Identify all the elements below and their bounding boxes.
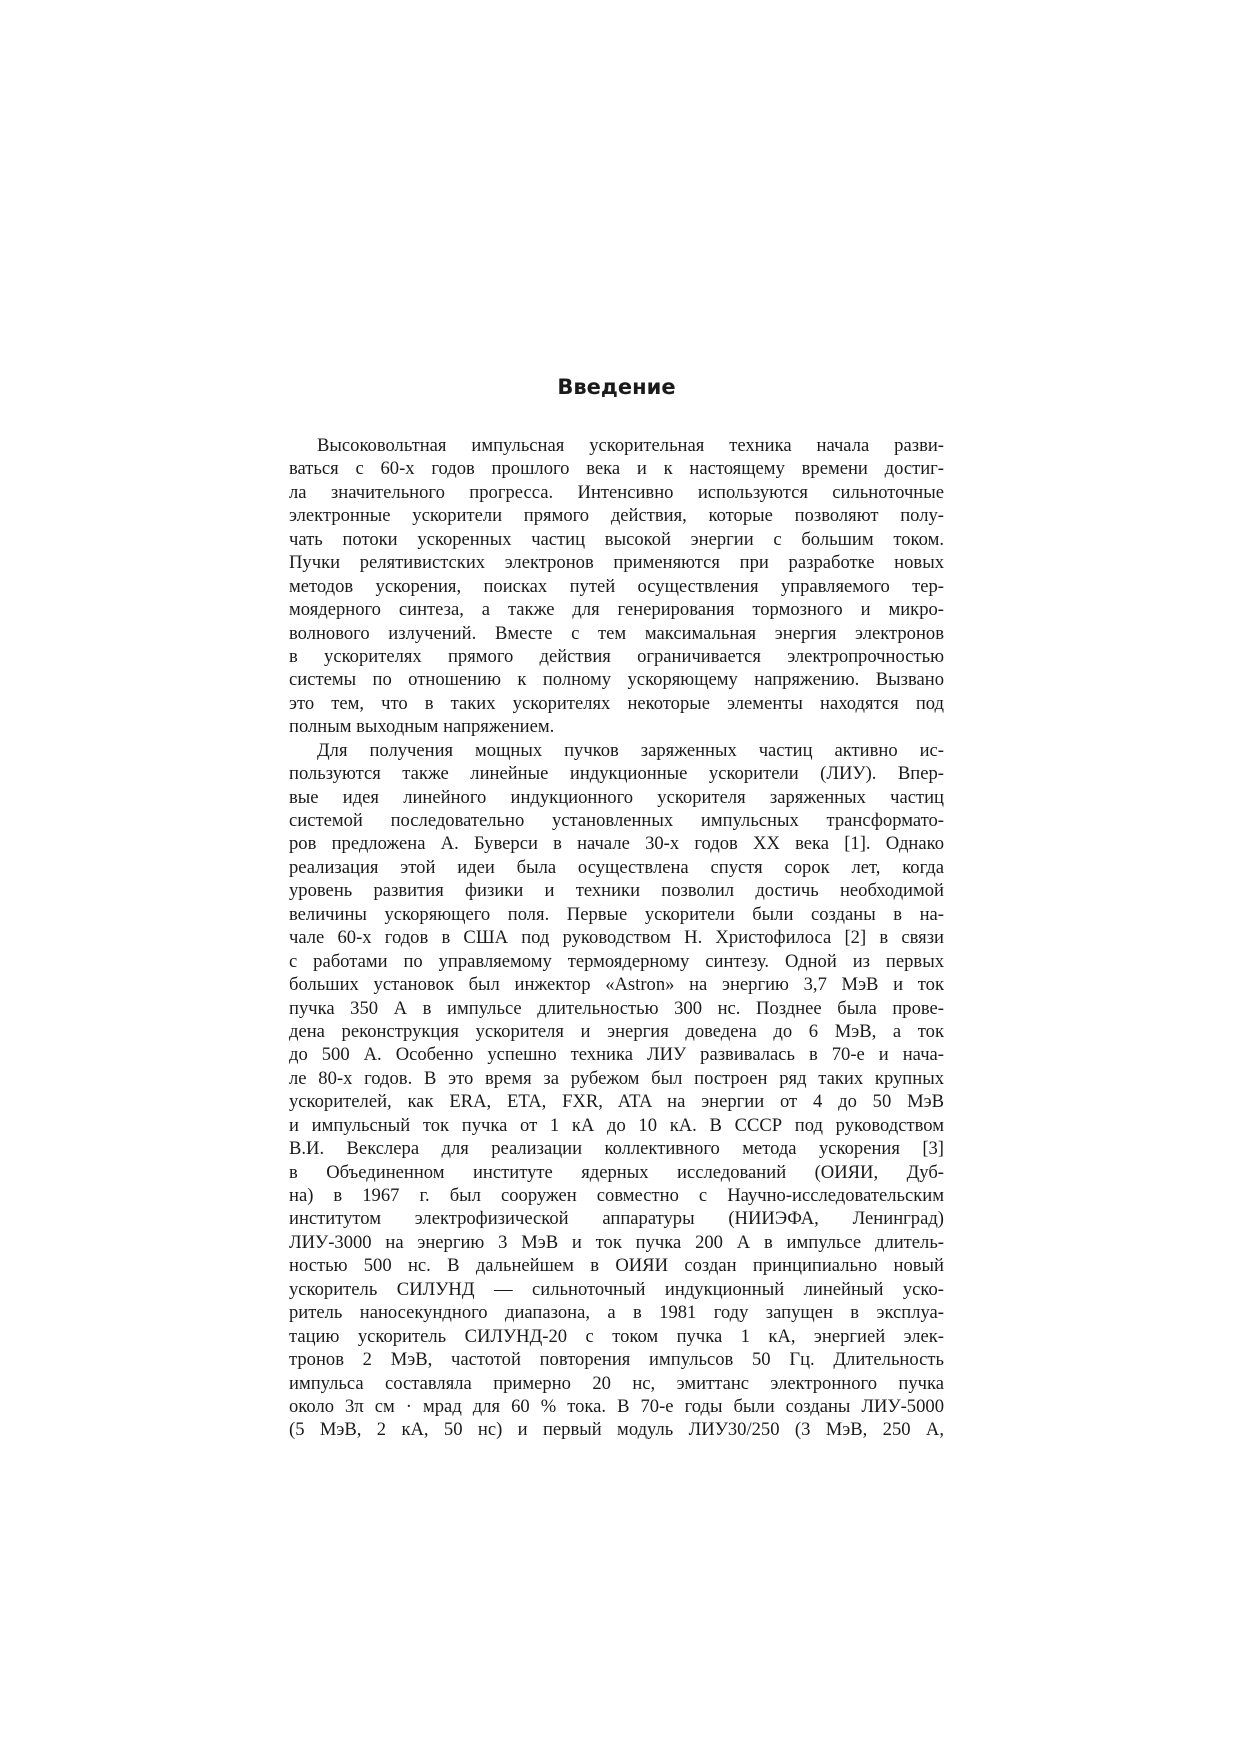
text-line: ускорителей, как ERA, ETA, FXR, ATA на энергии от 4 до 50 МэВ — [289, 1091, 944, 1113]
text-line: с работами по управляемому термоядерному синтезу. Одной из первых — [289, 950, 944, 972]
text-line: импульса составляла примерно 20 нс, эмиттанс электронного пучка — [289, 1372, 944, 1394]
text-line: ле 80-х годов. В это время за рубежом был построен ряд таких крупных — [289, 1067, 944, 1089]
text-line: ускоритель СИЛУНД — сильноточный индукционный линейный уско- — [289, 1278, 944, 1300]
text-line: Высоковольтная импульсная ускорительная техника начала разви- — [317, 435, 944, 456]
section-heading: Введение — [557, 375, 676, 399]
text-line: вые идея линейного индукционного ускорителя заряженных частиц — [289, 786, 944, 808]
text-line: ностью 500 нс. В дальнейшем в ОИЯИ создан принципиально новый — [289, 1255, 944, 1277]
text-line: Для получения мощных пучков заряженных частиц активно ис- — [317, 739, 944, 761]
text-line: В.И. Векслера для реализации коллективного метода ускорения [3] — [289, 1138, 944, 1160]
text-line: чале 60-х годов в США под руководством Н. Христофилоса [2] в связи — [289, 927, 944, 949]
text-line: методов ускорения, поисках путей осуществления управляемого тер- — [289, 575, 944, 597]
text-line: ЛИУ-3000 на энергию 3 МэВ и ток пучка 200 А в импульсе длитель- — [289, 1231, 944, 1253]
text-line: моядерного синтеза, а также для генерирования тормозного и микро- — [289, 599, 944, 621]
text-line: волнового излучений. Вместе с тем максимальная энергия электронов — [289, 622, 944, 644]
paragraph — [289, 434, 944, 739]
text-line: до 500 А. Особенно успешно техника ЛИУ развивалась в 70-е и нача- — [289, 1044, 944, 1066]
text-line: чать потоки ускоренных частиц высокой энергии с большим током. — [289, 528, 944, 550]
text-line: (5 МэВ, 2 кА, 50 нс) и первый модуль ЛИУ30/250 (3 МэВ, 250 А, — [289, 1419, 944, 1441]
text-line: ла значительного прогресса. Интенсивно используются сильноточные — [289, 481, 944, 503]
text-line: уровень развития физики и техники позволил достичь необходимой — [289, 880, 944, 902]
text-line: это тем, что в таких ускорителях некоторые элементы находятся под — [289, 692, 944, 714]
text-line: пучка 350 А в импульсе длительностью 300 нс. Позднее была прове- — [289, 997, 944, 1019]
text-line: системы по отношению к полному ускоряющему напряжению. Вызвано — [289, 669, 944, 691]
text-line: полным выходным напряжением. — [289, 716, 555, 738]
text-line: ваться с 60-х годов прошлого века и к настоящему времени достиг- — [289, 458, 944, 480]
text-line: ров предложена А. Буверси в начале 30-х годов XX века [1]. Однако — [289, 833, 944, 855]
text-line: величины ускоряющего поля. Первые ускорители были созданы в на- — [289, 903, 944, 925]
text-line: системой последовательно установленных импульсных трансформато- — [289, 810, 944, 831]
text-line: электронные ускорители прямого действия, которые позволяют полу- — [289, 505, 944, 527]
text-line: институтом электрофизической аппаратуры (НИИЭФА, Ленинград) — [289, 1208, 944, 1230]
text-line: реализация этой идеи была осуществлена спустя сорок лет, когда — [289, 856, 944, 878]
text-line: Пучки релятивистских электронов применяются при разработке новых — [289, 552, 944, 574]
text-line: на) в 1967 г. был сооружен совместно с Научно-исследовательским — [289, 1185, 944, 1206]
text-line: тацию ускоритель СИЛУНД-20 с током пучка 1 кА, энергией элек- — [289, 1325, 944, 1347]
text-line: и импульсный ток пучка от 1 кА до 10 кА. В СССР под руководством — [289, 1114, 944, 1136]
text-line: тронов 2 МэВ, частотой повторения импульсов 50 Гц. Длительность — [289, 1349, 944, 1371]
text-line: около 3π см · мрад для 60 % тока. В 70-е годы были созданы ЛИУ-5000 — [289, 1395, 944, 1417]
text-line: больших установок был инжектор «Astron» на энергию 3,7 МэВ и ток — [289, 974, 944, 996]
text-line: в Объединенном институте ядерных исследований (ОИЯИ, Дуб- — [289, 1161, 944, 1183]
text-line: в ускорителях прямого действия ограничивается электропрочностью — [289, 645, 944, 667]
body-text — [289, 434, 944, 1442]
paragraph — [289, 739, 944, 1442]
text-line: пользуются также линейные индукционные ускорители (ЛИУ). Впер- — [289, 763, 944, 785]
text-line: ритель наносекундного диапазона, а в 1981 году запущен в эксплуа- — [289, 1302, 944, 1324]
text-line: дена реконструкция ускорителя и энергия доведена до 6 МэВ, а ток — [289, 1020, 944, 1042]
